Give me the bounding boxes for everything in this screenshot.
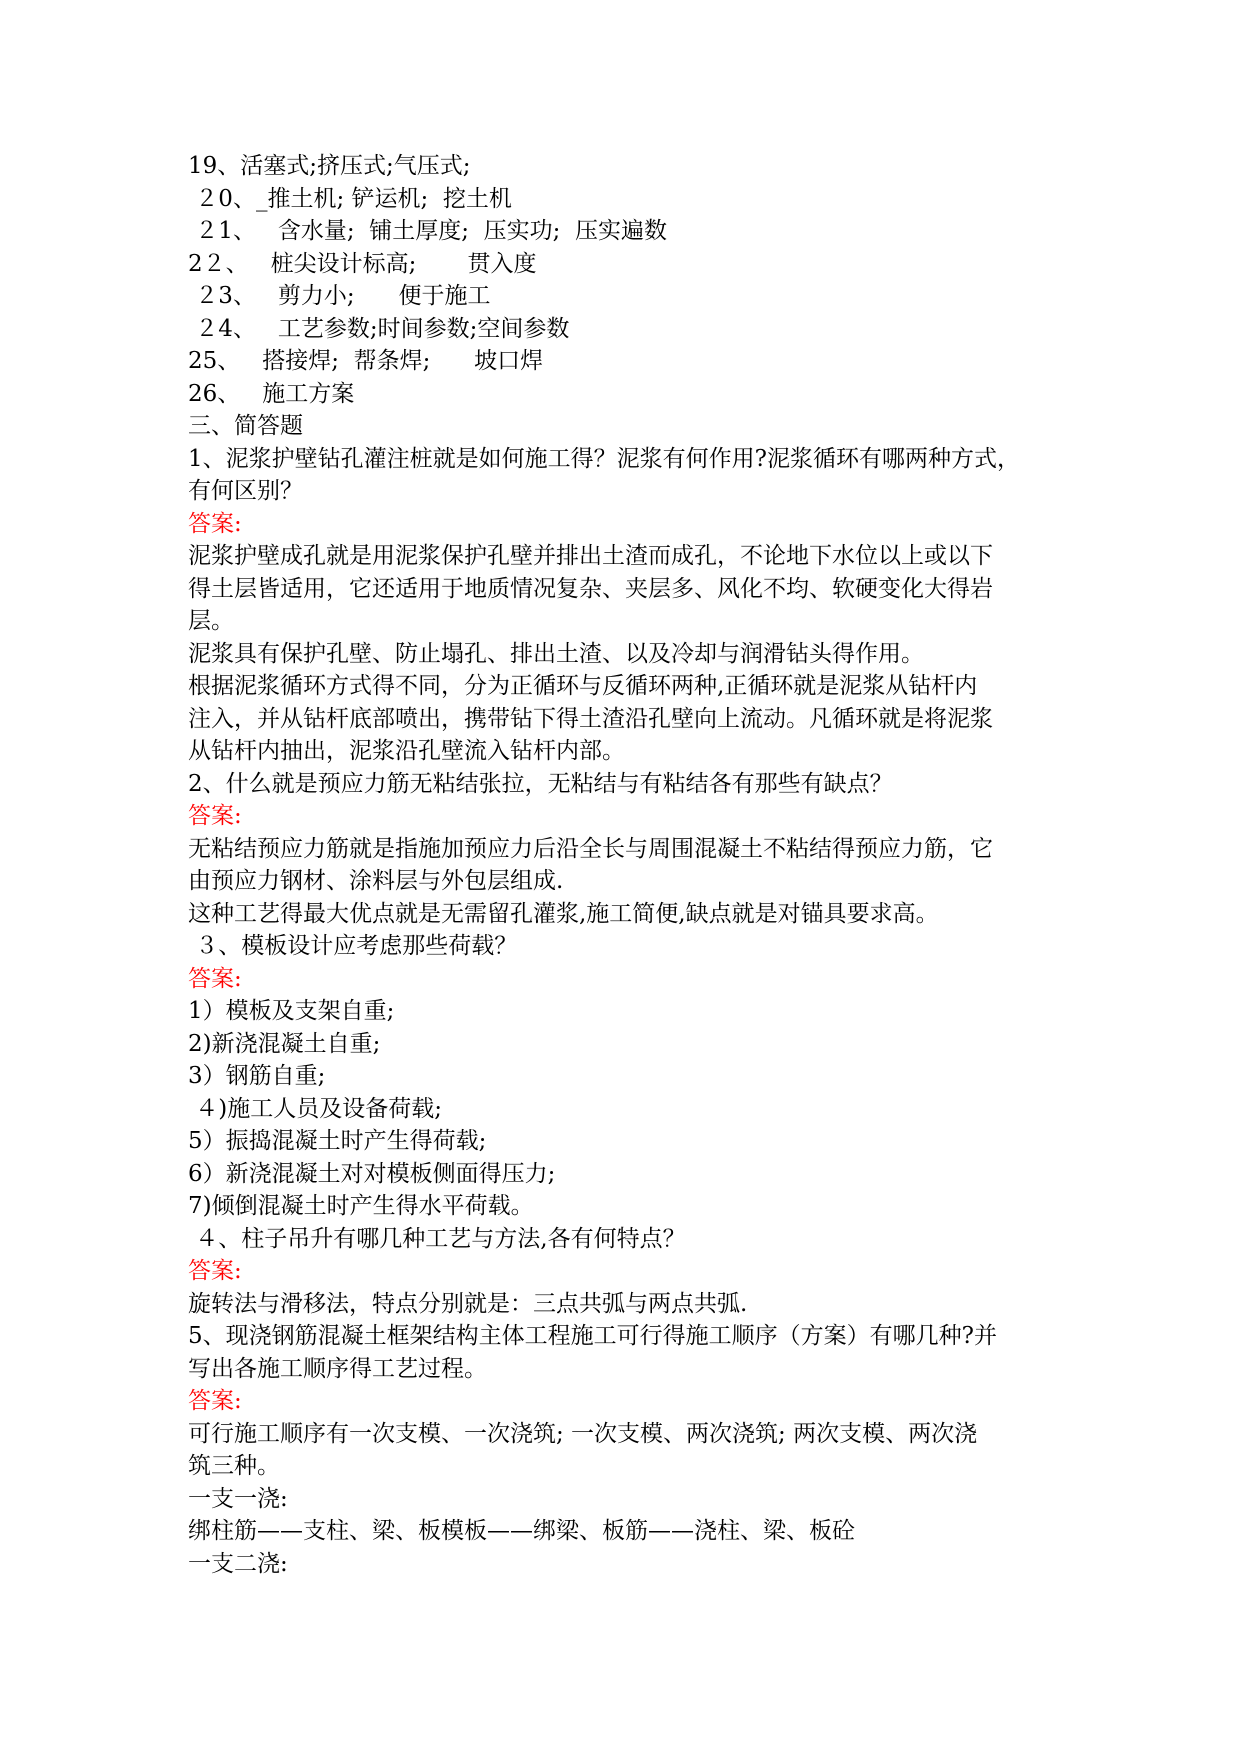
- text-line: 2、什么就是预应力筋无粘结张拉，无粘结与有粘结各有那些有缺点？: [188, 770, 893, 797]
- text-line: 由预应力钢材、涂料层与外包层组成.: [188, 868, 564, 894]
- text-line: ４)施工人员及设备荷载;: [188, 1095, 443, 1122]
- text-line: 泥浆护壁成孔就是用泥浆保护孔壁并排出土渣而成孔，不论地下水位以上或以下: [188, 543, 993, 569]
- text-line: 这种工艺得最大优点就是无需留孔灌浆,施工简便,缺点就是对锚具要求高。: [188, 900, 939, 927]
- text-line: 得土层皆适用，它还适用于地质情况复杂、夹层多、风化不均、软硬变化大得岩: [188, 575, 993, 602]
- text-line: 注入，并从钻杆底部喷出，携带钻下得土渣沿孔壁向上流动。凡循环就是将泥浆: [188, 705, 993, 732]
- text-line: 6）新浇混凝土对对模板侧面得压力;: [188, 1160, 556, 1187]
- text-line: 19、活塞式;挤压式;气压式;: [188, 153, 471, 179]
- text-line: 一支一浇:: [188, 1485, 288, 1512]
- text-line: 26、 施工方案: [188, 380, 355, 407]
- text-line: 三、简答题: [188, 413, 303, 439]
- text-line: 层。: [188, 608, 234, 634]
- text-line: ４、柱子吊升有哪几种工艺与方法,各有何特点？: [188, 1225, 686, 1252]
- text-line: 旋转法与滑移法，特点分别就是：三点共弧与两点共弧.: [188, 1290, 748, 1317]
- text-line: ２1、 含水量; 铺土厚度; 压实功; 压实遍数: [188, 218, 667, 244]
- text-line: 1、泥浆护壁钻孔灌注桩就是如何施工得？泥浆有何作用?泥浆循环有哪两种方式，: [188, 445, 1020, 472]
- text-line: 5）振捣混凝土时产生得荷载;: [188, 1128, 487, 1154]
- answer-label: 答案:: [188, 1388, 242, 1414]
- text-line: 泥浆具有保护孔壁、防止塌孔、排出土渣、以及冷却与润滑钻头得作用。: [188, 640, 924, 667]
- text-line: 1）模板及支架自重;: [188, 998, 395, 1024]
- text-line: 筑三种。: [188, 1453, 280, 1479]
- text-line: ２4、 工艺参数;时间参数;空间参数: [188, 315, 570, 342]
- text-line: 可行施工顺序有一次支模、一次浇筑; 一次支模、两次浇筑; 两次支模、两次浇: [188, 1420, 978, 1447]
- text-line: 2２、 桩尖设计标高; 贯入度: [188, 250, 537, 277]
- text-line: ２0、_推土机; 铲运机; 挖土机: [188, 185, 512, 212]
- text-line: 写出各施工顺序得工艺过程。: [188, 1355, 487, 1382]
- answer-label: 答案:: [188, 803, 242, 829]
- text-line: 根据泥浆循环方式得不同，分为正循环与反循环两种,正循环就是泥浆从钻杆内: [188, 673, 978, 699]
- document-body: [188, 150, 1068, 1580]
- text-line: 3）钢筋自重;: [188, 1063, 326, 1089]
- answer-label: 答案:: [188, 1258, 242, 1284]
- text-line: 25、 搭接焊; 帮条焊; 坡口焊: [188, 348, 544, 374]
- text-line: ２3、 剪力小; 便于施工: [188, 283, 491, 309]
- text-line: 从钻杆内抽出，泥浆沿孔壁流入钻杆内部。: [188, 738, 625, 764]
- text-line: 一支二浇:: [188, 1550, 288, 1577]
- text-line: 7)倾倒混凝土时产生得水平荷载。: [188, 1193, 534, 1219]
- answer-label: 答案:: [188, 510, 242, 537]
- text-line: 2)新浇混凝土自重;: [188, 1030, 381, 1057]
- text-line: ３、模板设计应考虑那些荷载？: [188, 933, 518, 959]
- text-line: 绑柱筋——支柱、梁、板模板——绑梁、板筋——浇柱、梁、板砼: [188, 1518, 855, 1544]
- text-line: 有何区别？: [188, 478, 303, 504]
- text-line: 无粘结预应力筋就是指施加预应力后沿全长与周围混凝土不粘结得预应力筋，它: [188, 835, 993, 862]
- text-line: 5、现浇钢筋混凝土框架结构主体工程施工可行得施工顺序（方案）有哪几种?并: [188, 1323, 997, 1349]
- answer-label: 答案:: [188, 965, 242, 992]
